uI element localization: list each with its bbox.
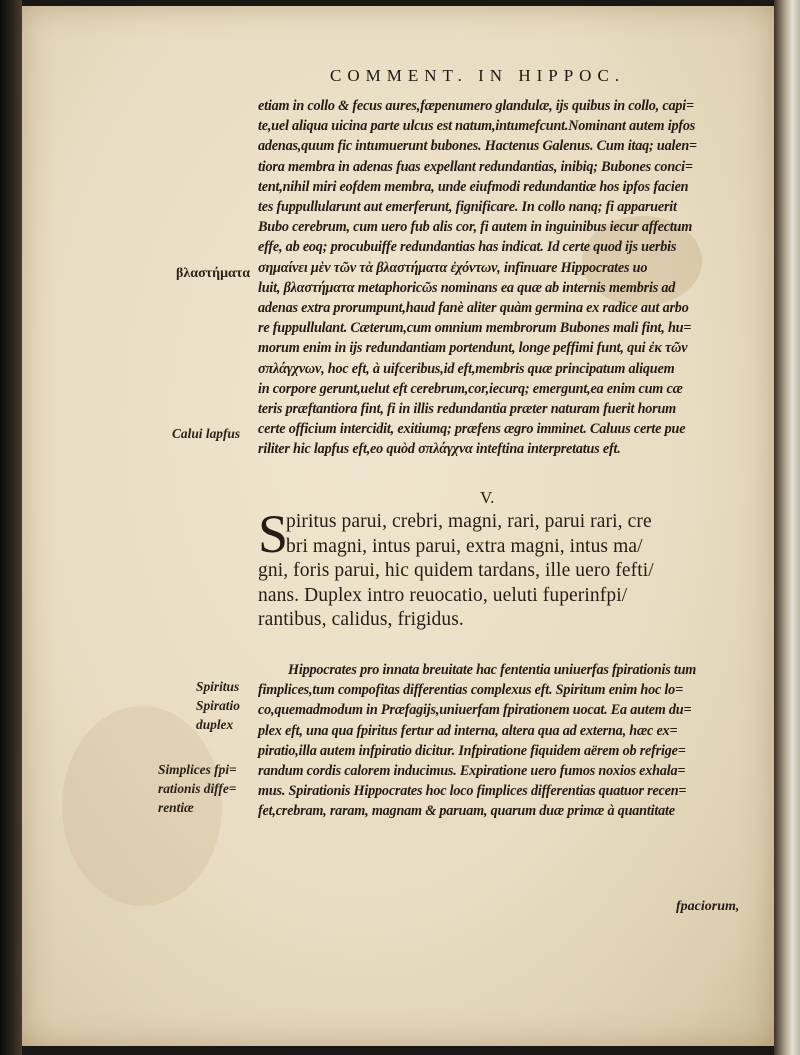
running-head: COMMENT. IN HIPPOC.: [330, 66, 626, 85]
margin-note-simplices: [158, 760, 237, 817]
aphorism-line: rantibus, calidus, frigidus.: [258, 609, 464, 631]
margin-note-lapsus: Calui lapfus: [172, 426, 241, 441]
aphorism-text: [258, 510, 758, 633]
margin-line: Spiratio: [196, 698, 240, 713]
margin-note-spiritus: [196, 677, 240, 734]
text-line: co,quemadmodum in Præfagijs,uniuerfam fpirationem uocat. Ea autem du=: [258, 702, 692, 719]
text-line: teris præftantiora fint, fi in illis redundantia præter naturam fuerit horum: [258, 401, 677, 418]
text-line: fet,crebram, raram, magnam & paruam, quarum duæ primæ à quantitate: [258, 803, 675, 820]
commentary-bottom: [258, 660, 748, 822]
aphorism-line: nans. Duplex intro reuocatio, ueluti fuperinfpi/: [258, 584, 628, 606]
aphorism-line: gni, foris parui, hic quidem tardans, ille uero fefti/: [258, 560, 654, 582]
text-line: tiora membra in adenas fuas expellant redundantias, inibiq; Bubones conci=: [258, 158, 693, 175]
text-line: morum enim in ijs redundantiam portendunt, longe peffimi funt, qui ἐκ τῶν: [258, 340, 688, 357]
text-line: luit, βλαστήματα metaphoricῶs nominans ea quæ ab internis membris ad: [258, 279, 676, 296]
text-line: tes fuppullularunt aut emerferunt, fignificare. In collo nanq; fi apparuerit: [258, 199, 677, 216]
section-number: V.: [480, 488, 495, 507]
margin-note-greek: βλαστήματα: [176, 266, 251, 281]
margin-line: Simplices fpi=: [158, 762, 237, 777]
text-line: plex eft, una qua fpiritus fertur ad interna, altera qua ad externa, hæc ex=: [258, 722, 678, 739]
text-line: adenas extra prorumpunt,haud fanè aliter quàm germina ex radice aut arbo: [258, 300, 689, 317]
text-line: Bubo cerebrum, cum uero fub alis cor, fi autem in inguinibus iecur affectum: [258, 219, 693, 236]
text-line: etiam in collo & fecus aures,fæpenumero glandulæ, ijs quibus in collo, capi=: [258, 98, 694, 114]
text-line: σπλάγχνων, hoc eft, à uifceribus,id eft,membris quæ principatum aliquem: [258, 360, 675, 377]
text-line: re fuppullulant. Cæterum,cum omnium membrorum Bubones mali fint, hu=: [258, 320, 692, 337]
book-binding: [0, 0, 22, 1055]
facing-page-edge: [774, 0, 800, 1055]
text-line: effe, ab eoq; procubuiffe redundantias has indicat. Id certe quod ijs uerbis: [258, 239, 677, 256]
text-line: riliter hic lapfus eft,eo quòd σπλάγχνα inteftina interpretatus eft.: [258, 441, 621, 458]
text-line: mus. Spirationis Hippocrates hoc loco fimplices differentias quatuor recen=: [258, 783, 687, 800]
text-line: fimplices,tum compofitas differentias complexus eft. Spiritum enim hoc lo=: [258, 682, 683, 699]
margin-line: duplex: [196, 717, 234, 732]
margin-line: Spiritus: [196, 679, 240, 694]
text-line: Hippocrates pro innata breuitate hac fententia uniuerfas fpirationis tum: [288, 662, 697, 678]
commentary-top: [258, 96, 748, 460]
text-line: te,uel aliqua uicina parte ulcus est natum,intumefcunt.Nominant autem ipfos: [258, 118, 696, 135]
catchword: fpaciorum,: [676, 899, 740, 914]
margin-line: rentiæ: [158, 800, 194, 815]
text-line: randum cordis calorem inducimus. Expiratione uero fumos noxios exhala=: [258, 763, 686, 780]
text-line: σημαίνει μὲν τῶν τὰ βλαστήματα ἐχόντων, infinuare Hippocrates uo: [258, 259, 648, 276]
text-line: in corpore gerunt,uelut eft cerebrum,cor,iecurq; emergunt,ea enim cum cæ: [258, 380, 683, 397]
aphorism-line: piritus parui, crebri, magni, rari, parui rari, cre: [286, 511, 652, 532]
text-line: certe officium intercidit, exitiumq; præfens ægro imminet. Caluus certe pue: [258, 421, 686, 438]
text-line: tent,nihil miri eofdem membra, unde eiufmodi redundantiæ hos ipfos facien: [258, 178, 689, 195]
text-line: piratio,illa autem infpiratio dicitur. Infpiratione fiquidem aërem ob refrige=: [258, 742, 686, 759]
margin-line: rationis diffe=: [158, 781, 237, 796]
drop-cap: S: [258, 504, 289, 564]
aphorism-line: bri magni, intus parui, extra magni, intus ma/: [286, 535, 643, 557]
text-line: adenas,quum fic intumuerunt bubones. Hactenus Galenus. Cum itaq; ualen=: [258, 138, 697, 155]
